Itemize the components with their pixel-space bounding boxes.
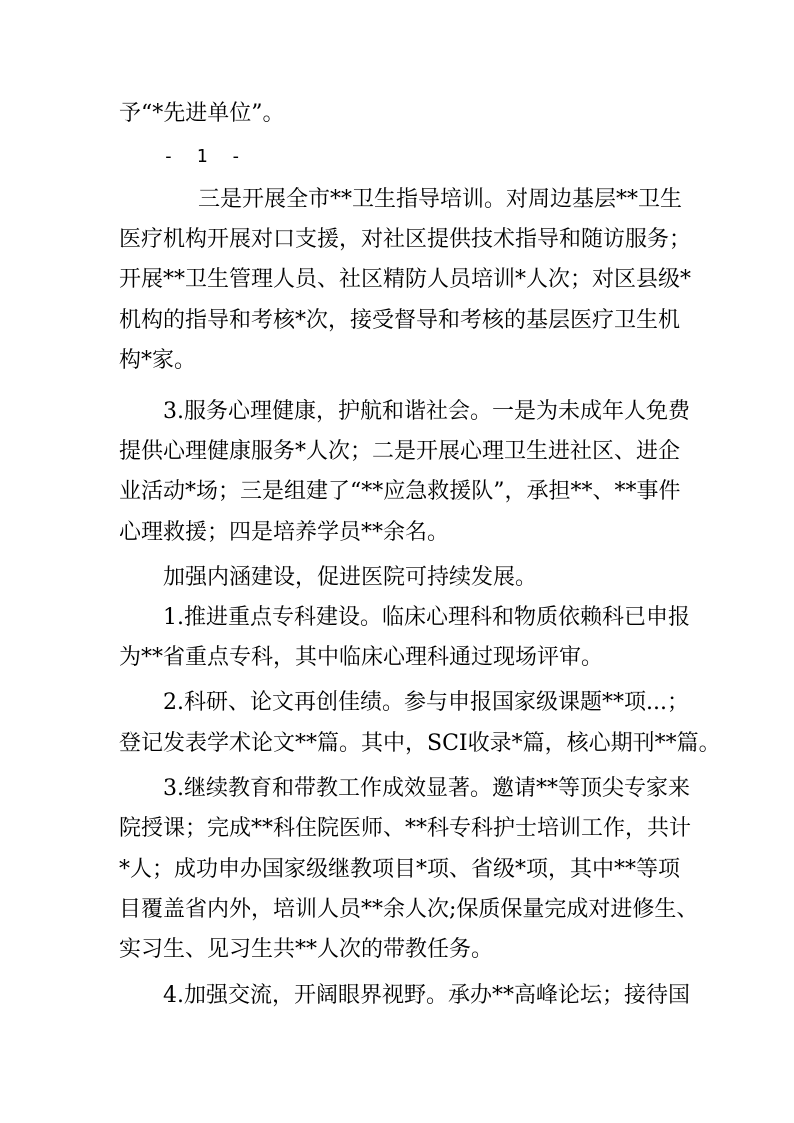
text-line-14: 2.科研、论文再创佳绩。参与申报国家级课题**项...； bbox=[163, 690, 689, 715]
text-line-20: 实习生、见习生共**人次的带教任务。 bbox=[119, 937, 494, 962]
text-line-3: 医疗机构开展对口支援，对社区提供技术指导和随访服务； bbox=[119, 227, 692, 252]
text-line-8: 提供心理健康服务*人次；二是开展心理卫生进社区、进企 bbox=[119, 439, 681, 464]
text-line-21: 4.加强交流，开阔眼界视野。承办**高峰论坛；接待国 bbox=[163, 983, 690, 1008]
text-line-7: 3.服务心理健康，护航和谐社会。一是为未成年人免费 bbox=[163, 399, 690, 424]
text-line-19: 目覆盖省内外，培训人员**余人次;保质保量完成对进修生、 bbox=[119, 897, 699, 922]
text-line-5: 机构的指导和考核*次，接受督导和考核的基层医疗卫生机 bbox=[119, 308, 681, 333]
text-line-1: 予“*先进单位”。 bbox=[119, 101, 285, 126]
text-line-15: 登记发表学术论文**篇。其中，SCI收录*篇，核心期刊**篇。 bbox=[119, 731, 721, 756]
text-line-10: 心理救援；四是培养学员**余名。 bbox=[119, 520, 450, 545]
text-line-2: 三是开展全市**卫生指导培训。对周边基层**卫生 bbox=[198, 187, 683, 212]
text-line-11: 加强内涵建设，促进医院可持续发展。 bbox=[163, 565, 538, 590]
text-line-18: *人；成功申办国家级继教项目*项、省级*项，其中**等项 bbox=[119, 857, 681, 882]
text-line-12: 1.推进重点专科建设。临床心理科和物质依赖科已申报 bbox=[163, 605, 690, 630]
text-line-6: 构*家。 bbox=[119, 348, 197, 373]
page-number: - 1 - bbox=[163, 146, 248, 167]
text-line-17: 院授课；完成**科住院医师、**科专科护士培训工作，共计 bbox=[119, 816, 692, 841]
text-line-4: 开展**卫生管理人员、社区精防人员培训*人次；对区县级* bbox=[119, 267, 692, 292]
text-line-13: 为**省重点专科，其中临床心理科通过现场评审。 bbox=[119, 645, 604, 670]
text-line-9: 业活动*场；三是组建了“**应急救援队”，承担**、**事件 bbox=[119, 479, 681, 504]
text-line-16: 3.继续教育和带教工作成效显著。邀请**等顶尖专家来 bbox=[163, 776, 690, 801]
